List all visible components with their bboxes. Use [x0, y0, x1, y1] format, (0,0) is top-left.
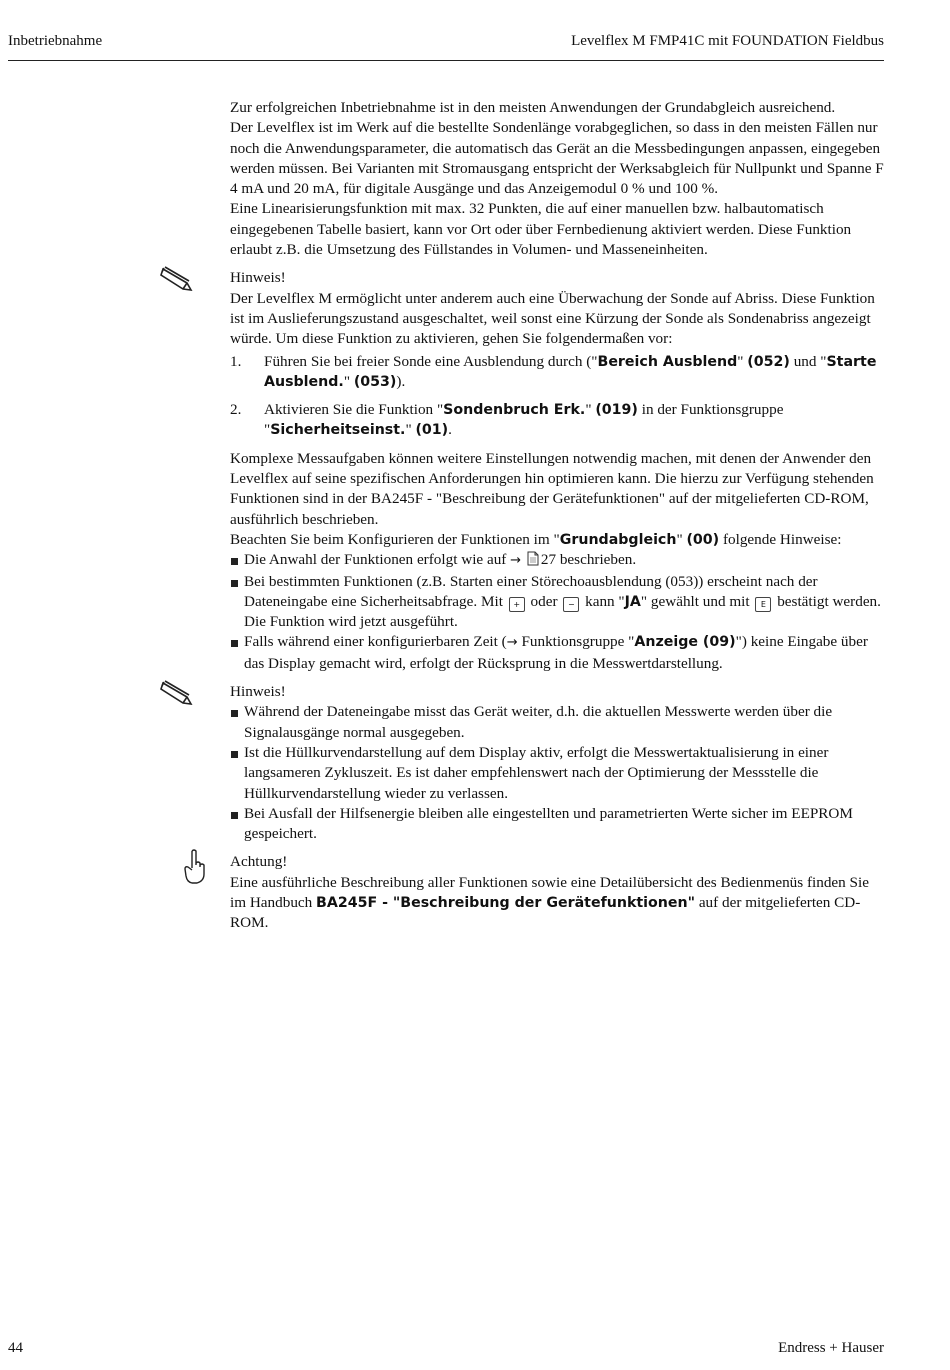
- note-2-item: Bei Ausfall der Hilfsenergie bleiben alle eingestellten und parametrierten Werte sicher im EEPROM gespeichert.: [230, 804, 886, 845]
- arrow-right-icon: →: [506, 635, 518, 651]
- complex-paragraph-2: Beachten Sie beim Konfigurieren der Funktionen im "Grundabgleich" (00) folgende Hinweise:: [230, 530, 842, 548]
- config-hint-2: Bei bestimmten Funktionen (z.B. Starten einer Störechoausblendung (053)) erscheint nach der Dateneingabe eine Sicherheitsabfrage. Mit + oder − kann "JA" gewählt und mit E bestätigt werden. Die Funktion wird jetzt ausgeführt.: [230, 572, 886, 633]
- intro-paragraph-3: Eine Linearisierungsfunktion mit max. 32 Punkten, die auf einer manuellen bzw. halbautomatisch eingegebenen Tabelle basiert, kann vor Ort oder über Fernbedienung aktiviert werden. Diese Funktion erlaubt z.B. die Umsetzung des Füllstandes in Volumen- und Masseneinheiten.: [230, 200, 852, 259]
- pointing-hand-icon: [182, 848, 208, 886]
- pencil-note-icon: [160, 678, 196, 706]
- note-1-step-1: 1. Führen Sie bei freier Sonde eine Ausblendung durch ("Bereich Ausblend" (052) und "Starte Ausblend." (053)).: [230, 352, 877, 390]
- config-hints-list: [230, 550, 886, 674]
- intro-paragraph-2: Der Levelflex ist im Werk auf die bestellte Sondenlänge vorabgeglichen, so dass in den meisten Fällen nur noch die Anwendungsparameter, die automatisch das Gerät an die Messbedingungen anpassen, eingegeben werden müssen. Bei Varianten mit Stromausgang entspricht der Werksabgleich für Nullpunkt und Spanne F 4 mA und 20 mA, für digitale Ausgänge und das Anzeigemodul 0 % und 100 %.: [230, 119, 884, 198]
- pencil-note-icon: [160, 264, 196, 292]
- page-reference-number: 27: [540, 551, 557, 569]
- note-1-title: Hinweis!: [230, 269, 286, 287]
- header-document-title: Levelflex M FMP41C mit FOUNDATION Fieldbus: [571, 33, 884, 49]
- page-body: [230, 98, 886, 934]
- note-2-title: Hinweis!: [230, 683, 286, 701]
- config-hint-1: Die Anwahl der Funktionen erfolgt wie auf → 27 beschrieben.: [230, 550, 886, 571]
- plus-key-icon: +: [509, 597, 525, 612]
- note-1-steps: [230, 352, 886, 441]
- intro-paragraph-1: Zur erfolgreichen Inbetriebnahme ist in den meisten Anwendungen der Grundabgleich ausreichend.: [230, 99, 836, 116]
- header-rule: [8, 60, 884, 61]
- header-section-title: Inbetriebnahme: [8, 33, 103, 49]
- caution-title: Achtung!: [230, 853, 288, 871]
- minus-key-icon: −: [563, 597, 579, 612]
- note-block-2: [230, 682, 886, 844]
- caution-block: [230, 852, 886, 933]
- caution-text: Eine ausführliche Beschreibung aller Funktionen sowie eine Detailübersicht des Bedienmenüs finden Sie im Handbuch BA245F - "Beschreibung der Gerätefunktionen" auf der mitgelieferten CD-ROM.: [230, 873, 869, 932]
- note-2-list: [230, 702, 886, 844]
- enter-key-icon: E: [755, 597, 771, 612]
- footer-brand: Endress + Hauser: [778, 1340, 884, 1356]
- arrow-right-icon: →: [510, 553, 522, 569]
- page-number: 44: [8, 1340, 23, 1356]
- note-2-item: Während der Dateneingabe misst das Gerät weiter, d.h. die aktuellen Messwerte werden über die Signalausgänge normal ausgegeben.: [230, 702, 886, 743]
- note-2-item: Ist die Hüllkurvendarstellung auf dem Display aktiv, erfolgt die Messwertaktualisierung in einer langsameren Zykluszeit. Es ist daher empfehlenswert nach der Optimierung der Messstelle die Hüllkurvendarstellung wieder zu verlassen.: [230, 743, 886, 804]
- page-reference-icon: [527, 551, 539, 566]
- note-block-1: [230, 268, 886, 440]
- note-1-text: Der Levelflex M ermöglicht unter anderem auch eine Überwachung der Sonde auf Abriss. Diese Funktion ist im Auslieferungszustand ausgeschaltet, weil sonst eine Kürzung der Sonde als Sondenabriss angezeigt würde. Um diese Funktion zu aktivieren, gehen Sie folgendermaßen vor:: [230, 289, 875, 348]
- note-1-step-2: 2. Aktivieren Sie die Funktion "Sondenbruch Erk." (019) in der Funktionsgruppe "Sicherheitseinst." (01).: [230, 401, 784, 439]
- config-hint-3: Falls während einer konfigurierbaren Zeit (→ Funktionsgruppe "Anzeige (09)") keine Eingabe über das Display gemacht wird, erfolgt der Rücksprung in die Messwertdarstellung.: [230, 632, 886, 674]
- complex-paragraph-1: Komplexe Messaufgaben können weitere Einstellungen notwendig machen, mit denen der Anwender den Levelflex auf seine spezifischen Anforderungen hin optimieren kann. Die hierzu zur Verfügung stehenden Funktionen sind in der BA245F - "Beschreibung der Gerätefunktionen" auf der mitgelieferten CD-ROM, ausführlich beschrieben.: [230, 449, 874, 528]
